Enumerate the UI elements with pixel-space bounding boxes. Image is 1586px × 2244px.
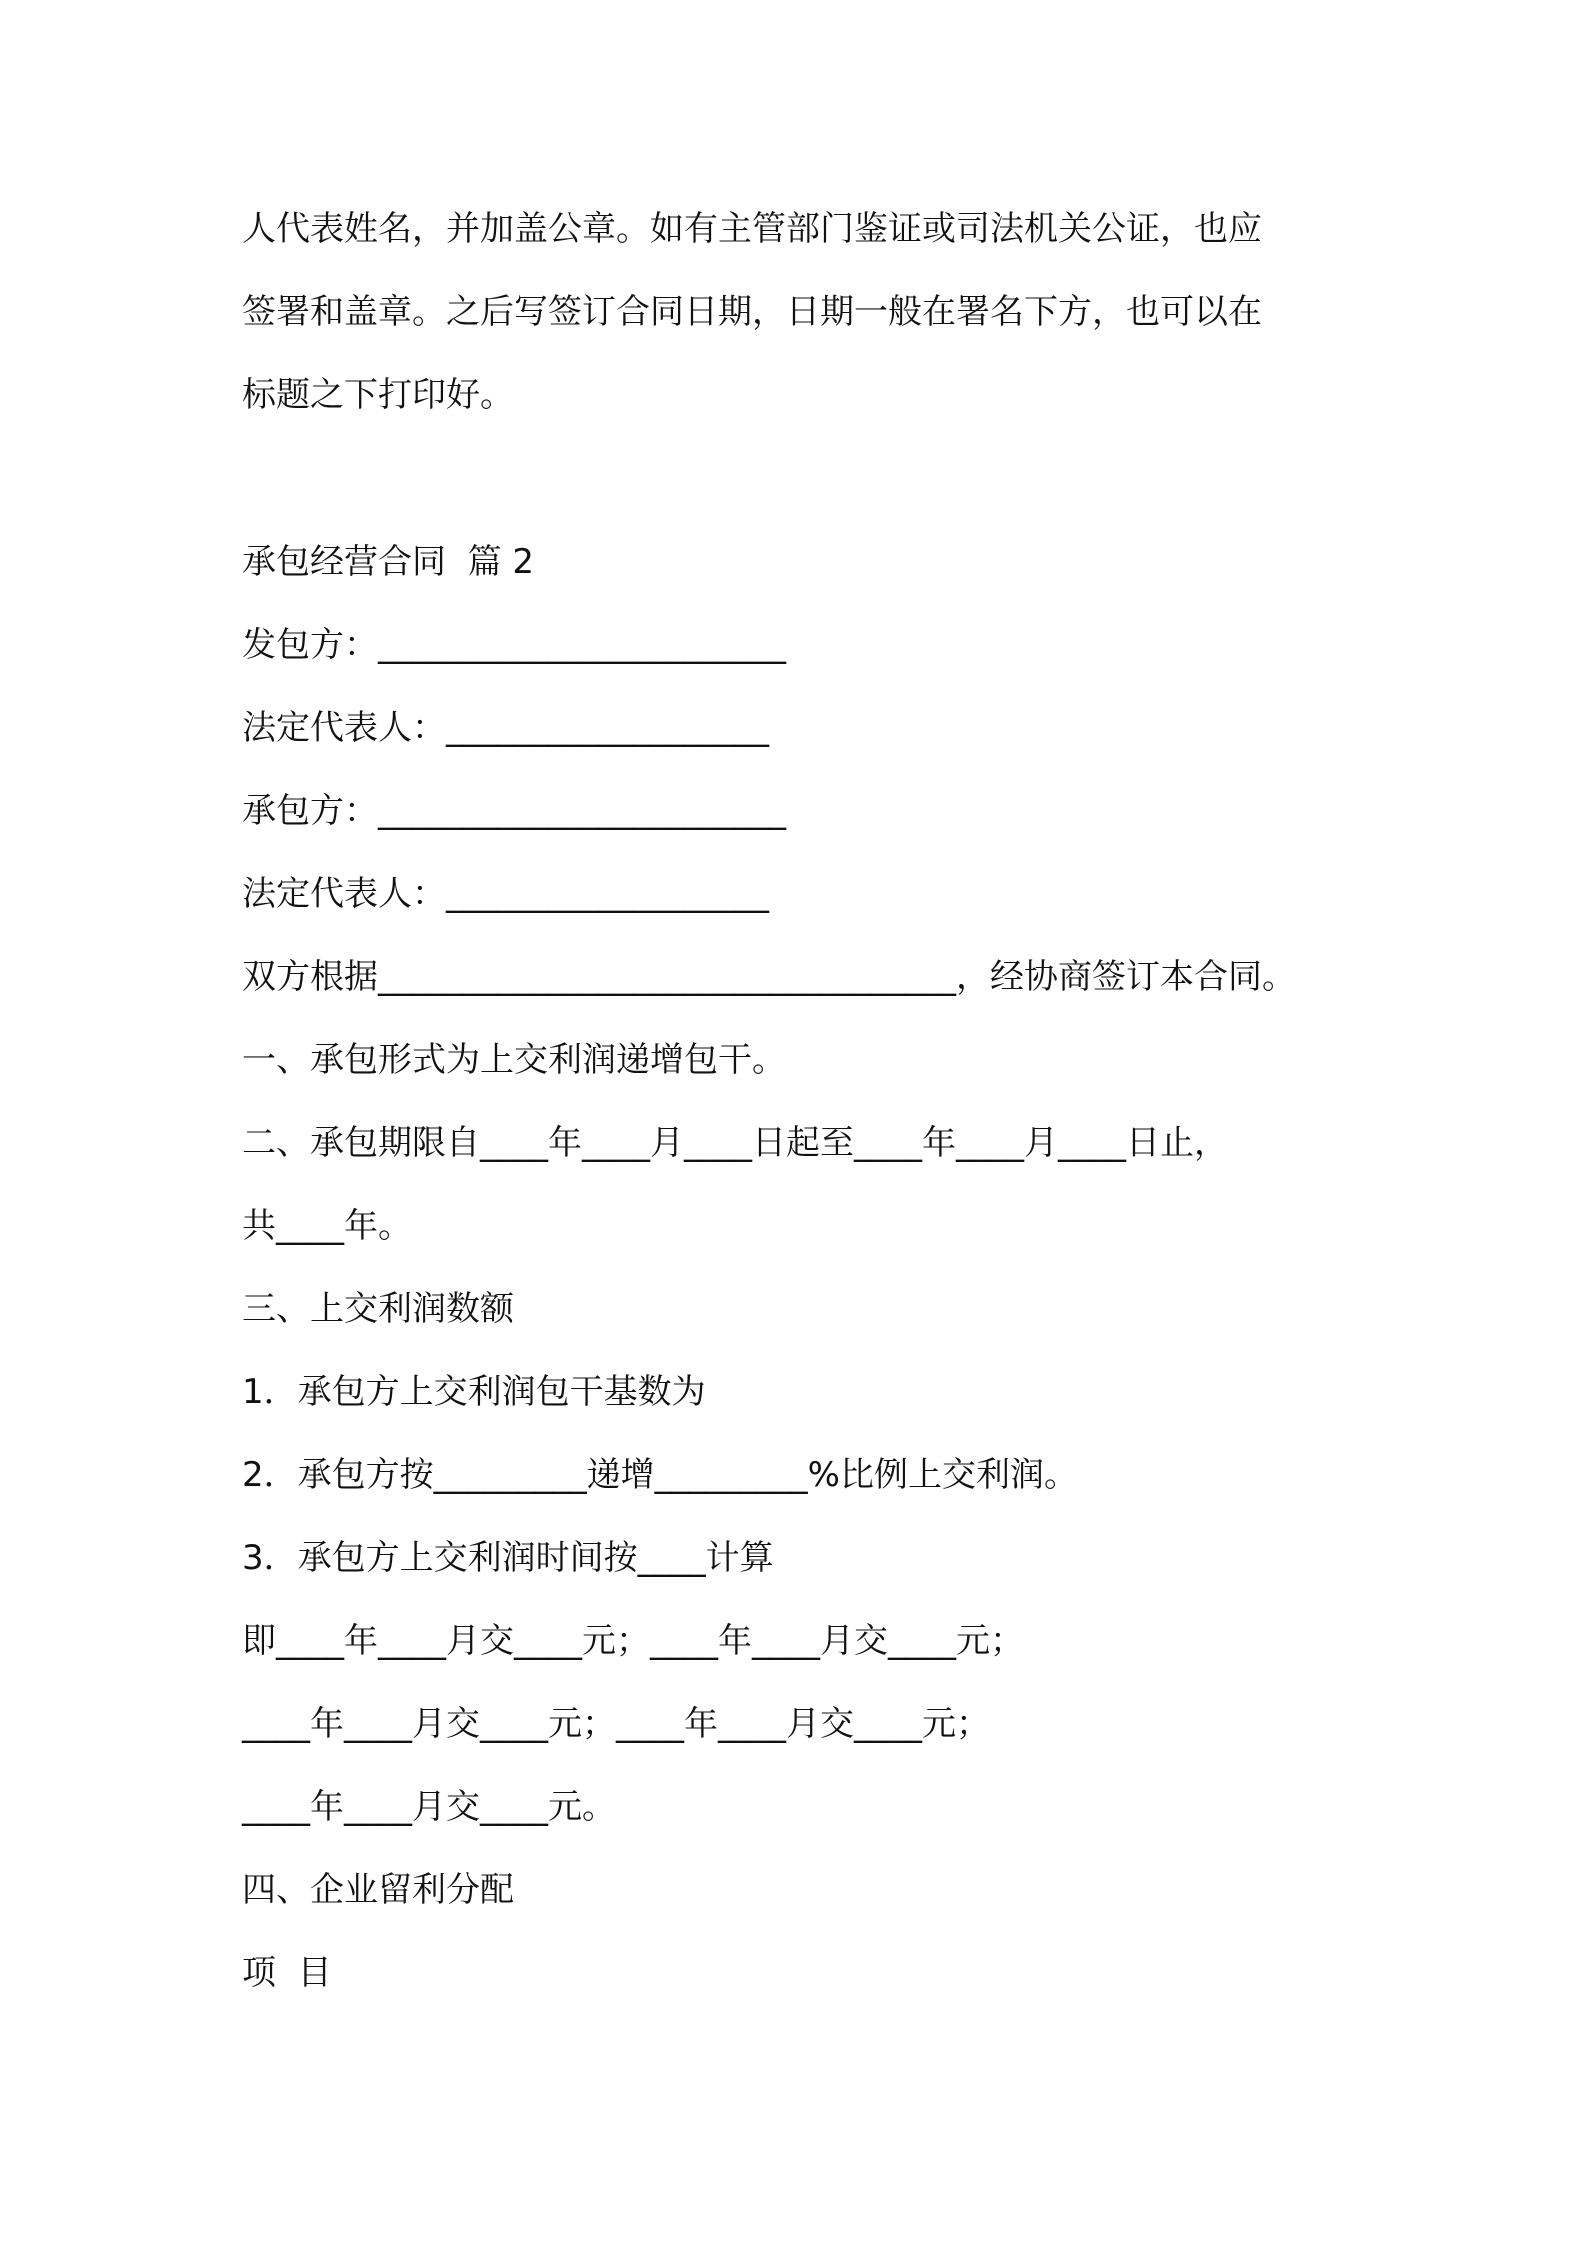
payment-schedule-line-3: ____年____月交____元。 <box>242 1787 616 1827</box>
intro-line-1: 人代表姓名，并加盖公章。如有主管部门鉴证或司法机关公证，也应 <box>242 209 1262 249</box>
clause-2-line-2: 共____年。 <box>242 1206 412 1246</box>
issuer-legal-rep-line: 法定代表人：___________________ <box>242 708 769 748</box>
clause-2-line-1: 二、承包期限自____年____月____日起至____年____月____日止， <box>242 1123 1228 1163</box>
basis-line: 双方根据__________________________________，经协商签订本合同。 <box>242 957 1296 997</box>
clause-3-title: 三、上交利润数额 <box>242 1289 514 1329</box>
item-label: 项 目 <box>242 1953 332 1993</box>
clause-1: 一、承包形式为上交利润递增包干。 <box>242 1040 786 1080</box>
clause-3-item-1: 1．承包方上交利润包干基数为 <box>242 1372 706 1412</box>
contractor-line: 承包方：________________________ <box>242 791 786 831</box>
section-title: 承包经营合同 篇 2 <box>242 542 535 582</box>
payment-schedule-line-1: 即____年____月交____元；____年____月交____元； <box>242 1621 1024 1661</box>
intro-line-3: 标题之下打印好。 <box>242 375 514 415</box>
issuer-line: 发包方：________________________ <box>242 625 786 665</box>
clause-3-item-2: 2．承包方按_________递增_________%比例上交利润。 <box>242 1455 1078 1495</box>
clause-4-title: 四、企业留利分配 <box>242 1870 514 1910</box>
intro-line-2: 签署和盖章。之后写签订合同日期，日期一般在署名下方，也可以在 <box>242 292 1262 332</box>
contractor-legal-rep-line: 法定代表人：___________________ <box>242 874 769 914</box>
clause-3-item-3: 3．承包方上交利润时间按____计算 <box>242 1538 774 1578</box>
payment-schedule-line-2: ____年____月交____元；____年____月交____元； <box>242 1704 990 1744</box>
